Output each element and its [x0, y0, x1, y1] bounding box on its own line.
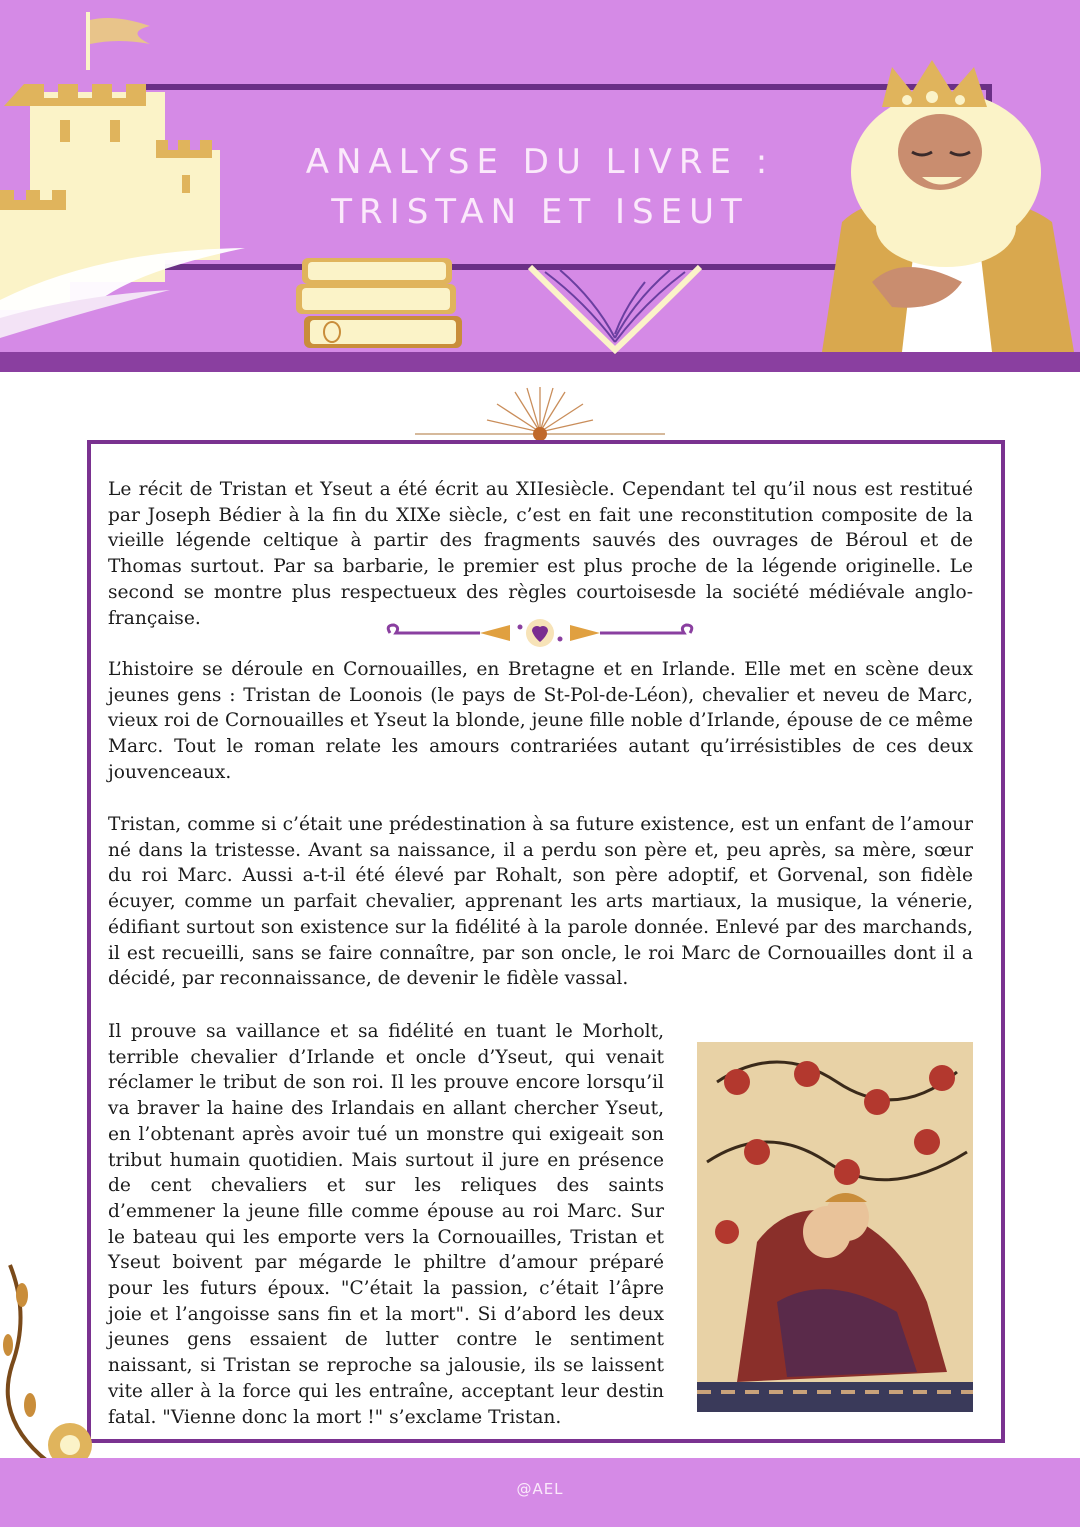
- medieval-miniature-image: [697, 1042, 973, 1412]
- king-icon: [812, 52, 1080, 352]
- paragraph-intro: Le récit de Tristan et Yseut a été écrit au XIIesiècle. Cependant tel qu’il nous est restitué par Joseph Bédier à la fin du XIXe siècle, c’est en fait une reconstitution composite de la vieille légende celtique à partir des fragments sauvés des ouvrages de Béroul et de Thomas surtout. Par sa barbarie, le premier est plus proche de la légende originelle. Le second se montre plus respectueux des règles courtoisesde la société médiévale anglo-française.: [108, 479, 973, 629]
- sun-divider-icon: [415, 382, 665, 442]
- ornament-divider-icon: [380, 617, 700, 649]
- paragraph-tristan-deeds: Il prouve sa vaillance et sa fidélité en tuant le Morholt, terrible chevalier d’Irlande et oncle d’Yseut, qui venait réclamer le tribut de son roi. Il les prouve encore lorsqu’il va braver la haine des Irlandais en allant chercher Yseut, en l’obtenant après avoir tué un monstre qui exigeait son tribut humain quotidien. Mais surtout il jure en présence de cent chevaliers et sur les reliques des saints d’emmener la jeune fille comme épouse au roi Marc. Sur le bateau qui les emporte vers la Cornouailles, Tristan et Yseut boivent par mégarde le philtre d’amour préparé pour les futurs époux. "C’était la passion, c’était l’âpre joie et l’angoisse sans fin et la mort". Si d’abord les deux jeunes gens essaient de lutter contre le sentiment naissant, si Tristan se reproche sa jalousie, ils se laissent vite aller à la force qui les entraîne, acceptant leur destin fatal. "Vienne donc la mort !" s’exclame Tristan.: [108, 1021, 664, 1428]
- page-title-line-1: ANALYSE DU LIVRE :: [305, 142, 775, 182]
- open-book-icon: [525, 262, 705, 362]
- page-title-line-2: TRISTAN ET ISEUT: [331, 192, 749, 232]
- footer-credit: @AEL: [516, 1480, 564, 1498]
- book-stack-icon: [292, 250, 472, 355]
- castle-icon: [0, 0, 250, 340]
- paragraph-tristan-childhood: Tristan, comme si c’était une prédestination à sa future existence, est un enfant de l’amour né dans la tristesse. Avant sa naissance, il a perdu son père et, peu après, sa mère, sœur du roi Marc. Aussi a-t-il été élevé par Rohalt, son père adoptif, et Gorvenal, son fidèle écuyer, comme un parfait chevalier, apprenant les arts martiaux, la musique, la vénerie, édifiant surtout son existence sur la fidélité à la parole donnée. Enlevé par des marchands, il est recueilli, sans se faire connaître, par son oncle, le roi Marc de Cornouailles dont il a décidé, par reconnaissance, de devenir le fidèle vassal.: [108, 814, 973, 990]
- paragraph-setting: L’histoire se déroule en Cornouailles, en Bretagne et en Irlande. Elle met en scène deux jeunes gens : Tristan de Loonois (le pays de St-Pol-de-Léon), chevalier et neveu de Marc, vieux roi de Cornouailles et Yseut la blonde, jeune fille noble d’Irlande, épouse de ce même Marc. Tout le roman relate les amours contrariées autant qu’irrésistibles de ces deux jouvenceaux.: [108, 659, 973, 783]
